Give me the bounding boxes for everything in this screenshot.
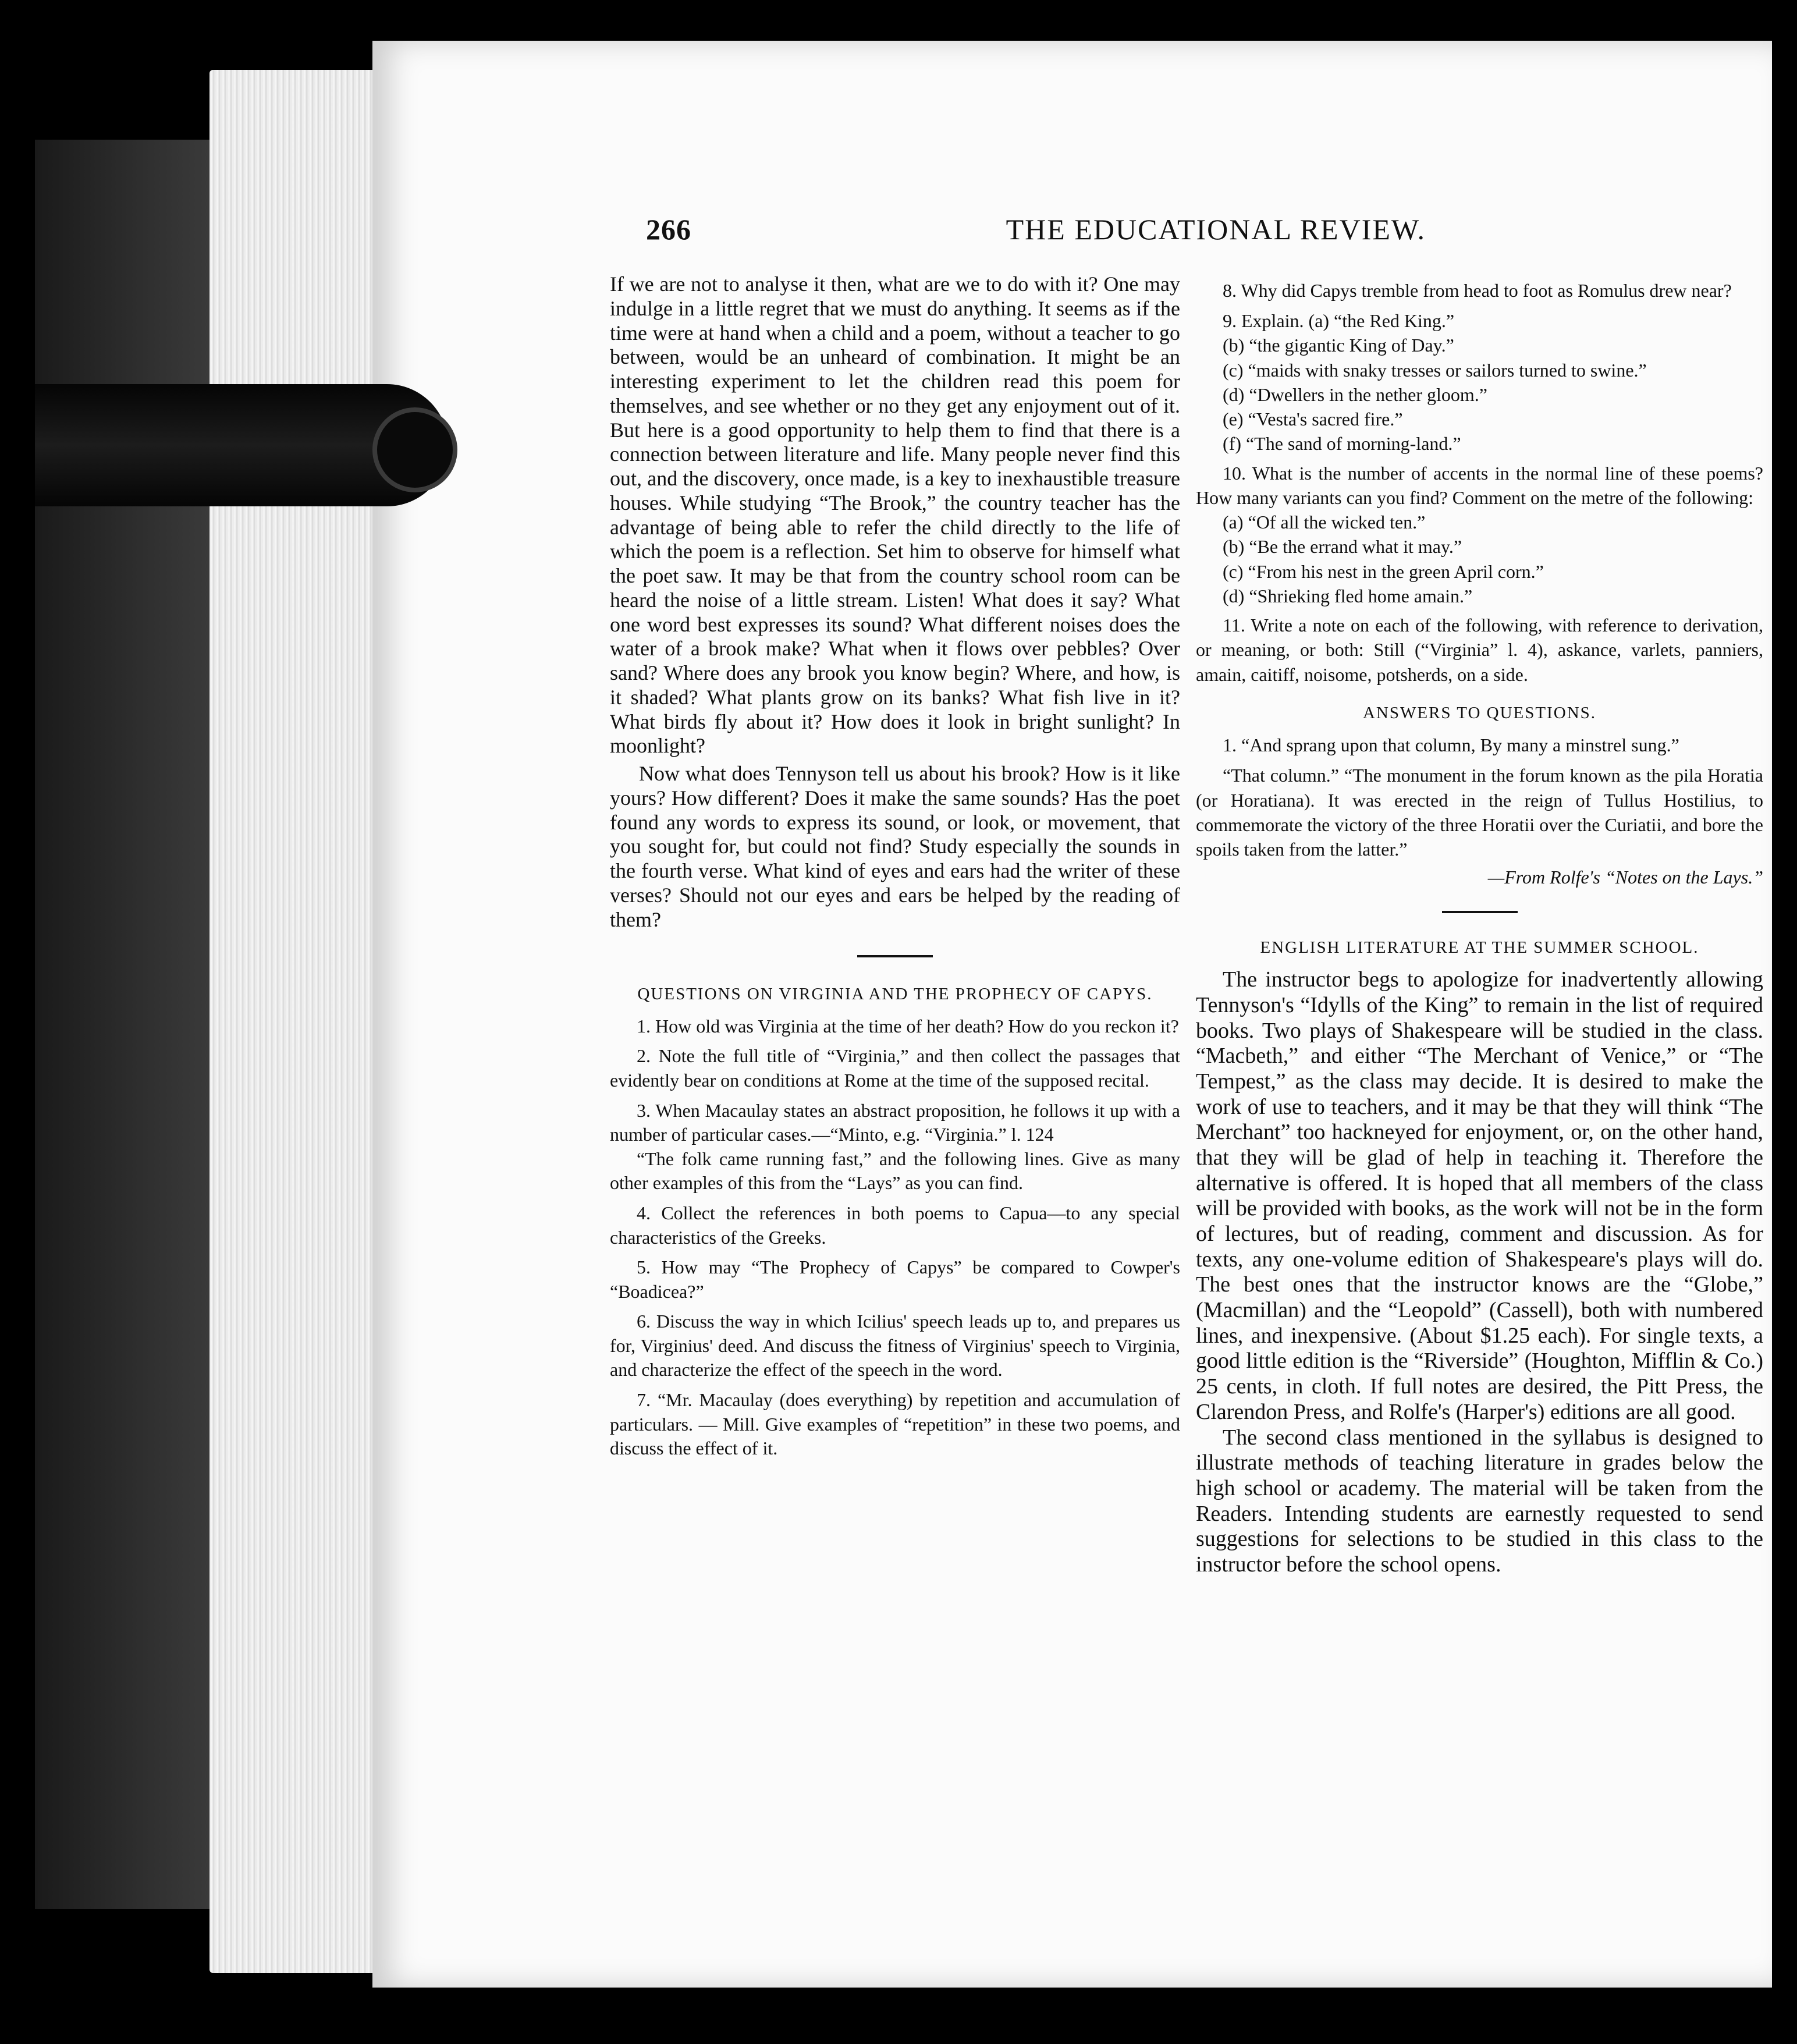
question-part: (a) “Of all the wicked ten.” (1223, 512, 1426, 533)
question: 4. Collect the references in both poems to Capua—to any special characteristics of the Greeks. (610, 1202, 1180, 1248)
question-part: (e) “Vesta's sacred fire.” (1223, 409, 1403, 430)
right-column (1196, 278, 1763, 1578)
question-part: (b) “the gigantic King of Day.” (1223, 335, 1454, 356)
section-title: QUESTIONS ON VIRGINIA AND THE PROPHECY OF CAPYS. (637, 985, 1153, 1004)
question: 1. How old was Virginia at the time of her death? How do you reckon it? (637, 1015, 1179, 1037)
question: 2. Note the full title of “Virginia,” and then collect the passages that evidently bear on conditions at Rome at the time of the supposed recital. (610, 1045, 1180, 1091)
question: 7. “Mr. Macaulay (does everything) by repetition and accumulation of particulars. — Mill. Give examples of “repetition” in these two poems, and discuss the effect of it. (610, 1389, 1180, 1459)
section-divider (1442, 911, 1518, 913)
question-part: (d) “Shrieking fled home amain.” (1223, 585, 1473, 606)
question: 6. Discuss the way in which Icilius' speech leads up to, and prepares us for, Virginius' deed. And discuss the fitness of Virginius' speech to Virginia, and characterize the effect of the speech in the word. (610, 1311, 1180, 1381)
answer-note: “That column.” “The monument in the forum known as the pila Horatia (or Horatiana). It was erected in the reign of Tullus Hostilius, to commemorate the victory of the three Horatii over the Curiatii, and bore the spoils taken from the latter.” (1196, 765, 1763, 860)
page-number: 266 (646, 213, 691, 246)
question: 3. When Macaulay states an abstract proposition, he follows it up with a number of particular cases.—“Minto, e.g. “Virginia.” l. 124 (610, 1099, 1180, 1145)
question: 9. Explain. (a) “the Red King.” (1223, 310, 1455, 332)
pen-tip (372, 407, 457, 492)
section-title: ENGLISH LITERATURE AT THE SUMMER SCHOOL. (1260, 938, 1699, 957)
paragraph: The instructor begs to apologize for inadvertently allowing Tennyson's “Idylls of the King” to remain in the list of required books. Two plays of Shakespeare will be studied in the class. “Macbeth,” and either “The Merchant of Venice,” or “The Tempest,” as the class may decide. It is desired to make the work of use to teachers, and it may be that they will think “The Merchant” too hackneyed for enjoyment, or, on the other hand, that they will be glad of help in teaching it. Therefore the alternative is offered. It is hoped that all members of the class will be provided with books, as the work will not be in the form of lectures, but of reading, comment and discussion. As for texts, any one-volume edition of Shakespeare's plays will do. The best ones that the instructor knows are the “Globe,” (Macmillan) and the “Leopold” (Cassell), both with numbered lines, and inexpensive. (About $1.25 each). For single texts, a good little edition is the “Riverside” (Houghton, Mifflin & Co.) 25 cents, in cloth. If full notes are desired, the Pitt Press, the Clarendon Press, and Rolfe's (Harper's) editions are all good. (1196, 967, 1763, 1424)
question: 10. What is the number of accents in the normal line of these poems? How many variants can you find? Comment on the metre of the following: (1196, 462, 1763, 508)
question: 5. How may “The Prophecy of Capys” be compared to Cowper's “Boadicea?” (610, 1257, 1180, 1302)
question-part: (d) “Dwellers in the nether gloom.” (1223, 384, 1487, 405)
journal-title: THE EDUCATIONAL REVIEW. (1006, 213, 1426, 246)
question-part: (c) “From his nest in the green April corn.” (1223, 560, 1544, 582)
left-column (610, 272, 1180, 1467)
question-part: (c) “maids with snaky tresses or sailors turned to swine.” (1223, 359, 1647, 381)
question: 11. Write a note on each of the following, with reference to derivation, or meaning, or both: Still (“Virginia” l. 4), askance, varlets, panniers, amain, caitiff, noisome, potsherds, on a side. (1196, 615, 1763, 685)
question-part: (b) “Be the errand what it may.” (1223, 536, 1462, 558)
paragraph: If we are not to analyse it then, what are we to do with it? One may indulge in a little regret that we must do anything. It seems as if the time were at hand when a child and a poem, without a teacher to go between, would be an unheard of combination. It might be an interesting experiment to let the children read this poem for themselves, and see whether or no they get any enjoyment out of it. But here is a good opportunity to help them to find that there is a connection between literature and life. Many people never find this out, and the discovery, once made, is a key to inexhaustible treasure houses. While studying “The Brook,” the country teacher has the advantage of being able to refer the child directly to the life of which the poem is a reflection. Set him to observe for himself what the poet saw. It may be that from the country school room can be heard the noise of a little stream. Listen! What does it say? What one word best expresses its sound? What different noises does the water of a brook make? What when it flows over pebbles? Over sand? Where does any brook you know begin? Where, and how, is it shaded? What plants grow on its banks? What fish live in it? What birds fly about it? How does it look in bright sunlight? In moonlight? (610, 272, 1180, 758)
paragraph: The second class mentioned in the syllabus is designed to illustrate methods of teaching literature in grades below the high school or academy. The material will be taken from the Readers. Intending students are earnestly requested to send suggestions for selections to be studied in this class to the instructor before the school opens. (1196, 1425, 1763, 1577)
book-page-edges (209, 70, 384, 1973)
paragraph: Now what does Tennyson tell us about his brook? How is it like yours? How different? Does it make the same sounds? Has the poet found any words to express its sound, or look, or movement, that you sought for, but could not find? Study especially the sounds in the fourth verse. What kind of eyes and ears had the writer of these verses? Should not our eyes and ears be helped by the reading of them? (610, 762, 1180, 931)
answer-source: —From Rolfe's “Notes on the Lays.” (1487, 867, 1763, 888)
section-divider (857, 955, 933, 957)
question-part: (f) “The sand of morning-land.” (1223, 433, 1461, 455)
question: 8. Why did Capys tremble from head to foot as Romulus drew near? (1223, 280, 1732, 301)
answer: 1. “And sprang upon that column, By many a minstrel sung.” (1223, 734, 1679, 756)
page-header (646, 212, 1426, 259)
section-title: ANSWERS TO QUESTIONS. (1362, 703, 1597, 722)
question-continuation: “The folk came running fast,” and the following lines. Give as many other examples of this from the “Lays” as you can find. (610, 1148, 1180, 1194)
